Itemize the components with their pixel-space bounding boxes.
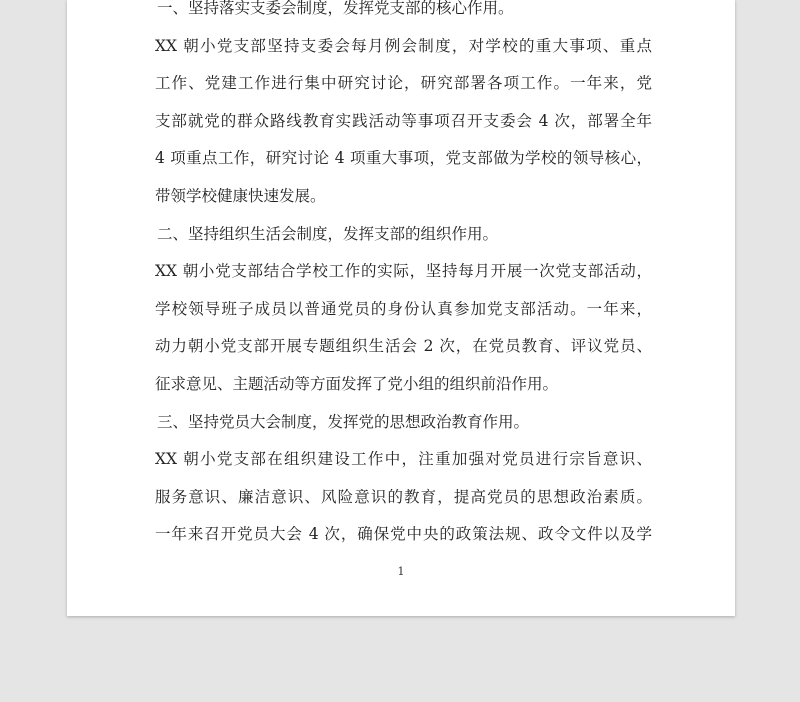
paragraph-line: 带领学校健康快速发展。 <box>155 186 326 205</box>
paragraph-line: 工作、党建工作进行集中研究讨论，研究部署各项工作。一年来，党 <box>155 74 652 93</box>
paragraph-line: XX 朝小党支部结合学校工作的实际，坚持每月开展一次党支部活动， <box>155 262 652 281</box>
paragraph-line: XX 朝小党支部在组织建设工作中，注重加强对党员进行宗旨意识、 <box>155 450 652 469</box>
paragraph-line: 学校领导班子成员以普通党员的身份认真参加党支部活动。一年来， <box>155 299 652 318</box>
paragraph-line: 动力朝小党支部开展专题组织生活会 2 次，在党员教育、评议党员、 <box>155 337 652 356</box>
section-heading: 二、坚持组织生活会制度，发挥支部的组织作用。 <box>157 224 499 243</box>
document-page <box>67 0 735 616</box>
section-heading: 三、坚持党员大会制度，发挥党的思想政治教育作用。 <box>157 412 530 431</box>
paragraph-line: 征求意见、主题活动等方面发挥了党小组的组织前沿作用。 <box>155 374 559 393</box>
paragraph-line: 服务意识、廉洁意识、风险意识的教育，提高党员的思想政治素质。 <box>155 487 652 506</box>
page-number: 1 <box>397 565 405 578</box>
paragraph-line: 一年来召开党员大会 4 次，确保党中央的政策法规、政令文件以及学 <box>155 525 652 544</box>
paragraph-line: 4 项重点工作，研究讨论 4 项重大事项，党支部做为学校的领导核心， <box>155 149 652 168</box>
section-heading: 一、坚持落实支委会制度，发挥党支部的核心作用。 <box>157 0 514 17</box>
paragraph-line: 支部就党的群众路线教育实践活动等事项召开支委会 4 次，部署全年 <box>155 111 652 130</box>
paragraph-line: XX 朝小党支部坚持支委会每月例会制度，对学校的重大事项、重点 <box>155 36 652 55</box>
document-body <box>147 0 652 554</box>
section-paragraph <box>147 253 652 403</box>
section-paragraph <box>147 28 652 216</box>
section-paragraph <box>147 441 652 554</box>
